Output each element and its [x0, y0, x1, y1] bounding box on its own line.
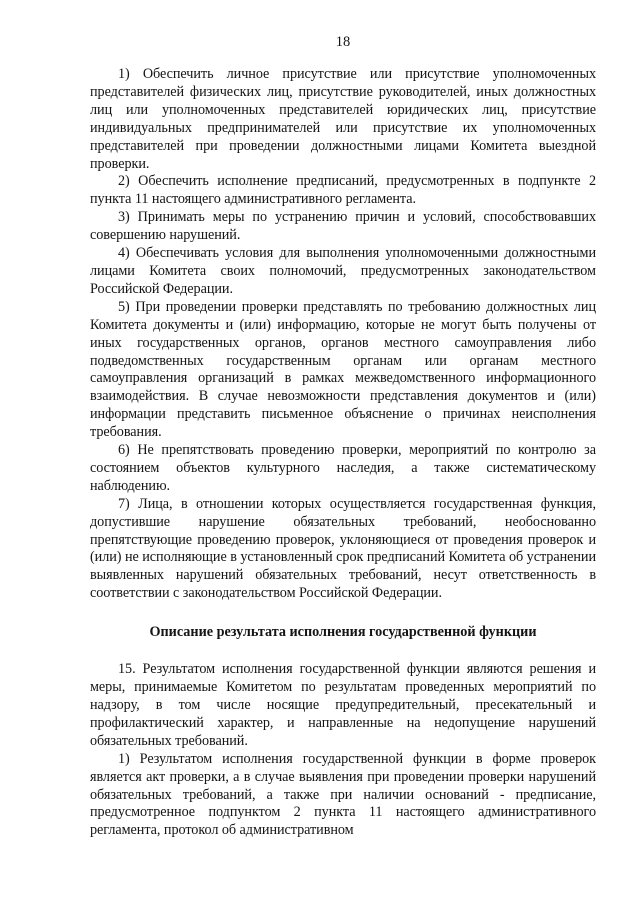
paragraph-item-5: 5) При проведении проверки представлять по требованию должностных лиц Комитета документы и (или) информацию, которые не могут быть получены от иных государственных органов, органов местного самоуправления либо подведомственных государственным органам или органам местного самоуправления организаций в рамках межведомственного информационного взаимодействия. В случае невозможности представления документов и (или) информации представить письменное объяснение о причинах неисполнения требования.: [90, 298, 596, 441]
paragraph-subitem-1: 1) Результатом исполнения государственной функции в форме проверок является акт проверки, а в случае выявления при проведении проверки нарушений обязательных требований, а также при наличии оснований - предписание, предусмотренное подпунктом 2 пункта 11 настоящего административного регламента, протокол об административном: [90, 750, 596, 839]
paragraph-item-4: 4) Обеспечивать условия для выполнения уполномоченными должностными лицами Комитета своих полномочий, предусмотренных законодательством Российской Федерации.: [90, 245, 596, 297]
paragraph-item-1: 1) Обеспечить личное присутствие или присутствие уполномоченных представителей физических лиц, присутствие руководителей, иных должностных лиц или уполномоченных представителей юридических лиц, присутствие индивидуальных предпринимателей или присутствие их уполномоченных представителей при проведении должностными лицами Комитета выездной проверки.: [90, 66, 596, 172]
paragraph-item-6: 6) Не препятствовать проведению проверки, мероприятий по контролю за состоянием объектов культурного наследия, а также систематическому наблюдению.: [90, 442, 596, 494]
paragraph-item-2: 2) Обеспечить исполнение предписаний, предусмотренных в подпункте 2 пункта 11 настоящего административного регламента.: [90, 173, 596, 208]
paragraph-item-7: 7) Лица, в отношении которых осуществляется государственная функция, допустившие нарушение обязательных требований, необоснованно препятствующие проведению проверок, уклоняющиеся от проведения проверок и (или) не исполняющие в установленный срок предписаний Комитета об устранении выявленных нарушений обязательных требований, несут ответственность в соответствии с законодательством Российской Федерации.: [90, 495, 596, 602]
paragraph-item-3: 3) Принимать меры по устранению причин и условий, способствовавших совершению нарушений.: [90, 209, 596, 244]
document-page: [90, 34, 596, 840]
section-heading: Описание результата исполнения государственной функции: [149, 624, 537, 641]
page-number: 18: [335, 34, 351, 50]
paragraph-point-15: 15. Результатом исполнения государственной функции являются решения и меры, принимаемые Комитетом по результатам проведенных мероприятий по надзору, в том числе носящие предупредительный, пресекательный и профилактический характер, и направленные на недопущение нарушений обязательных требований.: [90, 661, 596, 749]
